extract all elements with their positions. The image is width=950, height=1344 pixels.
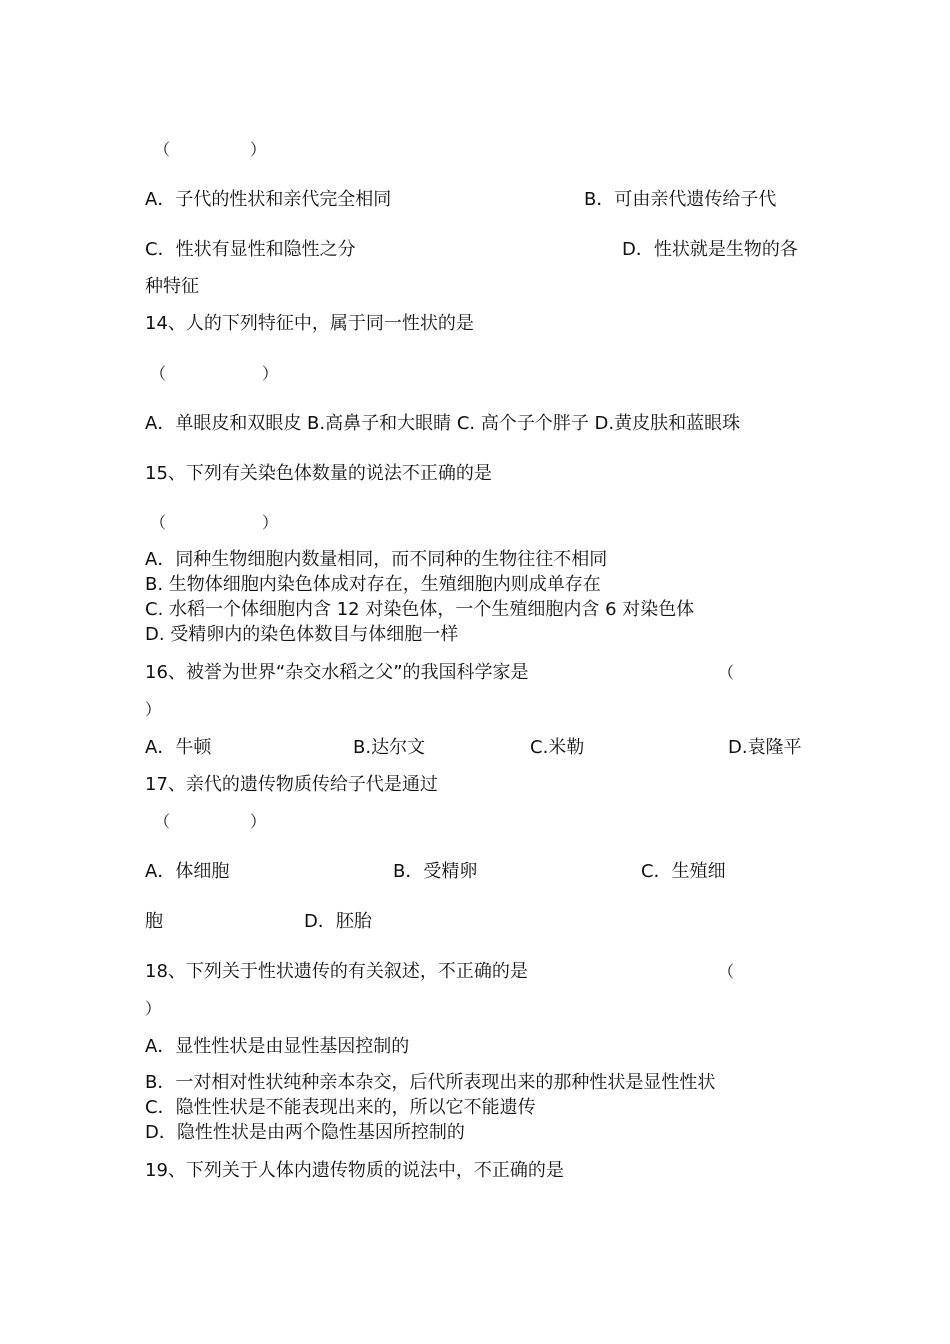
q18-paren-open: （	[718, 962, 735, 981]
q16-paren-open: （	[718, 663, 735, 682]
q13-answer-paren: （ ）	[154, 140, 267, 159]
q17-option-c: C．生殖细	[641, 861, 726, 882]
q14-options: A．单眼皮和双眼皮 B.高鼻子和大眼睛 C. 高个子个胖子 D.黄皮肤和蓝眼珠	[145, 413, 741, 434]
q17-option-c-continued: 胞	[145, 911, 163, 932]
q14-stem: 14、人的下列特征中，属于同一性状的是	[145, 313, 474, 334]
q13-option-c: C．性状有显性和隐性之分	[145, 239, 356, 260]
q17-option-a: A．体细胞	[145, 861, 230, 882]
q16-option-a: A．牛顿	[145, 737, 212, 758]
q16-paren-close: ）	[145, 700, 162, 719]
q17-stem: 17、亲代的遗传物质传给子代是通过	[145, 774, 438, 795]
q15-stem: 15、下列有关染色体数量的说法不正确的是	[145, 463, 492, 484]
q15-option-b: B. 生物体细胞内染色体成对存在，生殖细胞内则成单存在	[145, 574, 601, 595]
q18-stem: 18、下列关于性状遗传的有关叙述，不正确的是	[145, 961, 528, 982]
q18-option-b: B．一对相对性状纯种亲本杂交，后代所表现出来的那种性状是显性性状	[145, 1072, 716, 1093]
q13-option-d-continued: 种特征	[145, 276, 199, 297]
q17-option-b: B．受精卵	[393, 861, 478, 882]
q15-answer-paren: （ ）	[150, 513, 279, 532]
q14-answer-paren: （ ）	[150, 364, 279, 383]
q16-stem: 16、被誉为世界“杂交水稻之父”的我国科学家是	[145, 662, 529, 683]
q18-option-d: D．隐性性状是由两个隐性基因所控制的	[145, 1122, 465, 1143]
q13-option-b: B．可由亲代遗传给子代	[584, 189, 777, 210]
q19-stem: 19、下列关于人体内遗传物质的说法中，不正确的是	[145, 1160, 564, 1181]
q18-option-c: C．隐性性状是不能表现出来的，所以它不能遗传	[145, 1097, 536, 1118]
q16-option-c: C.米勒	[530, 737, 585, 758]
q18-option-a: A．显性性状是由显性基因控制的	[145, 1036, 410, 1057]
q17-answer-paren: （ ）	[154, 812, 267, 831]
q13-option-d: D．性状就是生物的各	[622, 239, 798, 260]
q13-option-a: A．子代的性状和亲代完全相同	[145, 189, 392, 210]
q17-option-d: D．胚胎	[304, 911, 372, 932]
q18-paren-close: ）	[145, 999, 162, 1018]
q16-option-d: D.袁隆平	[728, 737, 802, 758]
q16-option-b: B.达尔文	[353, 737, 426, 758]
q15-option-d: D. 受精卵内的染色体数目与体细胞一样	[145, 624, 459, 645]
q15-option-c: C. 水稻一个体细胞内含 12 对染色体，一个生殖细胞内含 6 对染色体	[145, 599, 695, 620]
q15-option-a: A．同种生物细胞内数量相同，而不同种的生物往往不相同	[145, 549, 608, 570]
